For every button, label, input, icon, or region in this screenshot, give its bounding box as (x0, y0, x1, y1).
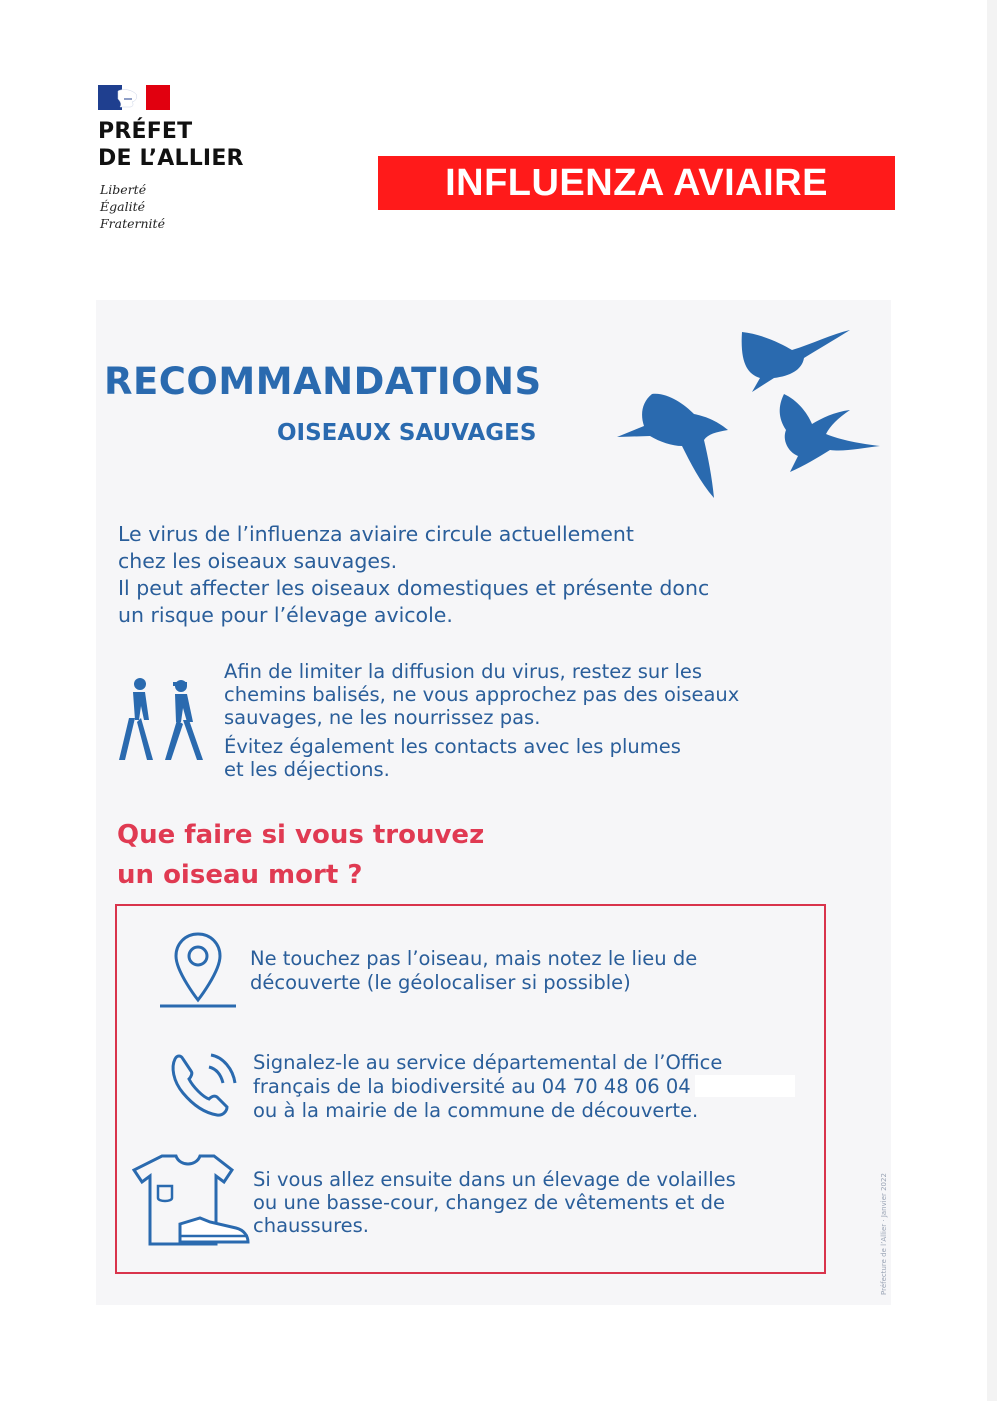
location-pin-icon (158, 930, 238, 1010)
dead-bird-question (117, 815, 484, 895)
step-note-location (250, 947, 697, 995)
intro-line-4: un risque pour l’élevage avicole. (118, 603, 453, 627)
phone-icon (165, 1045, 240, 1120)
page-edge (987, 0, 997, 1401)
step3-line-2: ou une basse-cour, changez de vêtements et de (253, 1191, 726, 1214)
motto-egalite: Égalité (100, 199, 145, 214)
alert-banner: INFLUENZA AVIAIRE (378, 156, 895, 210)
motto-liberte: Liberté (100, 182, 147, 197)
intro-line-2: chez les oiseaux sauvages. (118, 549, 398, 573)
intro-line-3: Il peut affecter les oiseaux domestiques et présente donc (118, 576, 710, 600)
prefecture-name (98, 118, 244, 172)
walkers-icon (113, 676, 208, 766)
contact-line-1: Évitez également les contacts avec les plumes (224, 735, 681, 758)
intro-text (118, 521, 709, 629)
step3-line-3: chaussures. (253, 1214, 370, 1237)
step2-line-1: Signalez-le au service départemental de l’Office (253, 1051, 723, 1074)
ofb-phone-number: 04 70 48 06 04 (541, 1075, 691, 1098)
question-line-2: un oiseau mort ? (117, 860, 363, 890)
question-line-1: Que faire si vous trouvez (117, 820, 485, 850)
step3-line-1: Si vous allez ensuite dans un élevage de volailles (253, 1168, 736, 1191)
step1-line-1: Ne touchez pas l’oiseau, mais notez le lieu de (250, 947, 698, 970)
motto-fraternite: Fraternité (100, 216, 165, 231)
walk-line-2: chemins balisés, ne vous approchez pas des oiseaux (224, 683, 740, 706)
redacted-area (695, 1075, 795, 1097)
marianne-flag-logo (98, 85, 170, 110)
prefecture-line-1: PRÉFET (98, 119, 193, 144)
step2-line-3: ou à la mairie de la commune de découverte. (253, 1099, 699, 1122)
step-report (253, 1051, 795, 1123)
step-change-clothes (253, 1168, 736, 1237)
flying-birds-icon (612, 322, 887, 502)
poster-title: RECOMMANDATIONS (104, 360, 542, 403)
republic-motto (100, 181, 165, 232)
step2-prefix: français de la biodiversité au (253, 1075, 542, 1098)
contact-advice (224, 735, 681, 781)
walk-line-3: sauvages, ne les nourrissez pas. (224, 706, 541, 729)
poster-subtitle: OISEAUX SAUVAGES (277, 420, 537, 446)
step1-line-2: découverte (le géolocaliser si possible) (250, 971, 631, 994)
intro-line-1: Le virus de l’influenza aviaire circule actuellement (118, 522, 634, 546)
prefecture-line-2: DE L’ALLIER (98, 146, 244, 171)
print-credit: Préfecture de l’Allier · Janvier 2022 (880, 1173, 888, 1295)
walk-advice (224, 660, 739, 729)
step2-line-2 (253, 1075, 795, 1099)
contact-line-2: et les déjections. (224, 758, 390, 781)
walk-line-1: Afin de limiter la diffusion du virus, restez sur les (224, 660, 703, 683)
shirt-shoe-icon (132, 1150, 252, 1250)
